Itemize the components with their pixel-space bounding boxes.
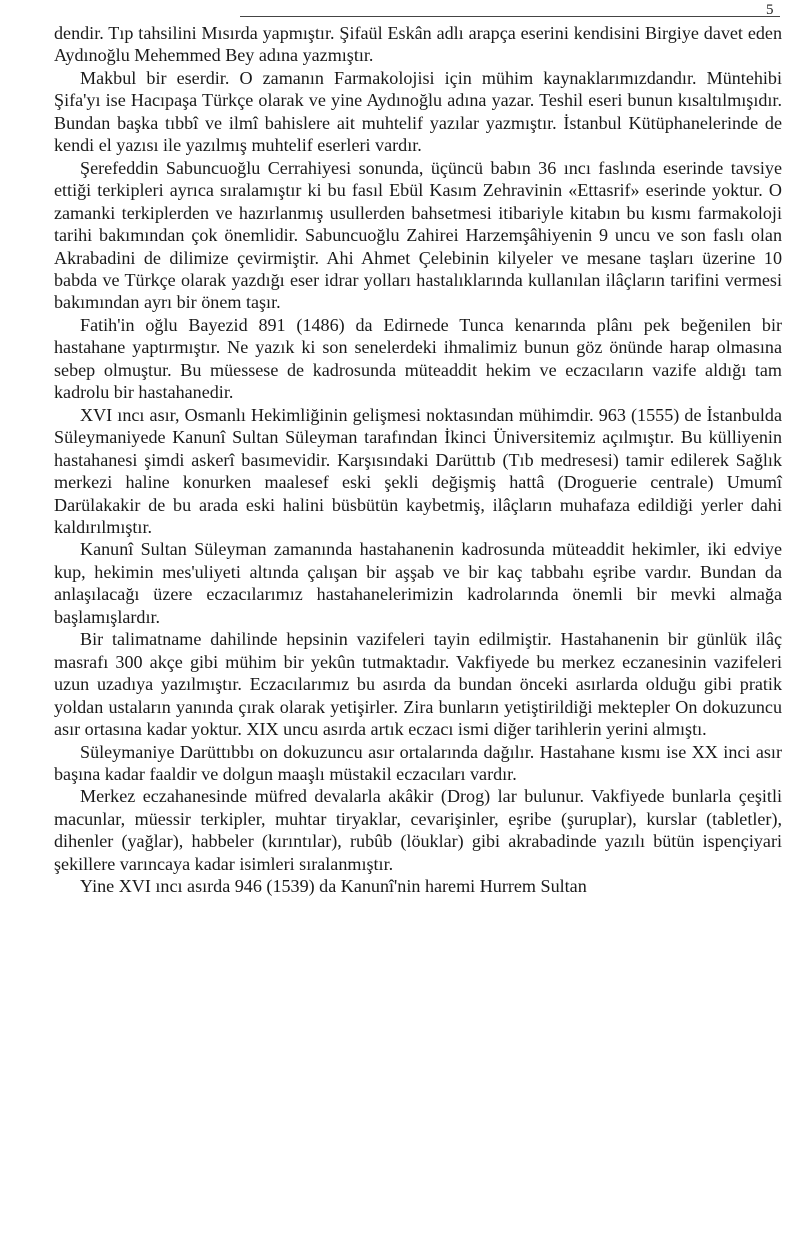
paragraph-6: Kanunî Sultan Süleyman zamanında hastahanenin kadrosunda müteaddit hekimler, iki edviye kup, hekimin mes'uliyeti altında çalışan bir aşşab ve bir kaç tabbahı eşribe vardır. Bundan da anlaşılacağı üzere eczacılarımız hastahanelerimizin kadrolarında önemli bir mevki almağa başlamışlardır. xyxy=(54,539,782,627)
paragraph-9: Merkez eczahanesinde müfred devalarla akâkir (Drog) lar bulunur. Vakfiyede bunlarla çeşitli macunlar, müessir terkipler, muhtar tiryaklar, cevarişinler, eşribe (şuruplar), kurslar (tabletler), dihenler (yağlar), habbeler (kırıntılar), rubûb (löuklar) gibi akrabadinde yazılı bütün ispençiyari şekillere varıncaya kadar isimleri sıralanmıştır. xyxy=(54,786,782,874)
paragraph-2: Makbul bir eserdir. O zamanın Farmakolojisi için mühim kaynaklarımızdandır. Müntehibi Şifa'yı ise Hacıpaşa Türkçe olarak ve yine Aydınoğlu adına yazar. Teshil eseri bunun kısaltılmışıdır. Bundan başka tıbbî ve ilmî bahislere ait muhtelif yazılar yazmıştır. İstanbul Kütüphanelerinde de kendi el yazısı ile yazılmış muhtelif eserleri vardır. xyxy=(54,67,782,156)
paragraph-4: Fatih'in oğlu Bayezid 891 (1486) da Edirnede Tunca kenarında plânı pek beğenilen bir hastahane yaptırmıştır. Ne yazık ki son senelerdeki ihmalimiz bunun göz önünde harap olmasına sebep olmuştur. Bu müessese de kadrosunda müteaddit hekim ve eczacıların vazife aldığı tam kadrolu bir hastahanedir. xyxy=(54,314,782,403)
page-number: 5 xyxy=(766,2,774,18)
paragraph-7: Bir talimatname dahilinde hepsinin vazifeleri tayin edilmiştir. Hastahanenin bir günlük ilâç masrafı 300 akçe gibi mühim bir yekûn tutmaktadır. Vakfiyede bu merkez eczanesinin vazifeleri uzun uzadıya yazılmıştır. Eczacılarımız bu asırda da bundan önceki asırlarda olduğu gibi pratik yoldan ustaların yanında çırak olarak yetişirler. Zira bunların yetiştirildiği mektepler On dokuzuncu asır ortasına kadar yoktur. XIX uncu asırda artık eczacı ismi diğer tarihlerin yerini almıştı. xyxy=(54,629,782,740)
header-rule xyxy=(240,16,780,17)
paragraph-10: Yine XVI ıncı asırda 946 (1539) da Kanunî'nin haremi Hurrem Sultan xyxy=(80,876,587,897)
paragraph-5: XVI ıncı asır, Osmanlı Hekimliğinin gelişmesi noktasından mühimdir. 963 (1555) de İstanbulda Süleymaniyede Kanunî Sultan Süleyman tarafından İkinci Üniversitemiz açılmıştır. Bu külliyenin hastahanesi şimdi askerî basımevidir. Karşısındaki Darüttıb (Tıb medresesi) tamir edilerek Sağlık merkezi haline konurken maalesef eski şekli değişmiş hattâ (Droguerie centrale) Umumî Darülakakir de bu arada eski halini büsbütün kaybetmiş, ilâçların muhafaza edildiği yerler dahi kaldırılmıştır. xyxy=(54,404,782,537)
paragraph-8: Süleymaniye Darüttıbbı on dokuzuncu asır ortalarında dağılır. Hastahane kısmı ise XX inci asır başına kadar faaldir ve dolgun maaşlı müstakil eczacıları vardır. xyxy=(54,741,782,784)
paragraph-1: dendir. Tıp tahsilini Mısırda yapmıştır. Şifaül Eskân adlı arapça eserini kendisini Birgiye davet eden Aydınoğlu Mehemmed Bey adına yazmıştır. xyxy=(54,23,782,66)
body-text xyxy=(54,22,782,898)
paragraph-3: Şerefeddin Sabuncuoğlu Cerrahiyesi sonunda, üçüncü babın 36 ıncı faslında eserinde tavsiye ettiği terkipleri ayrıca sıralamıştır ki bu fasıl Ebül Kasım Zehravinin «Ettasrif» eserinde yoktur. O zamanki terkiplerden ve hazırlanmış usullerden bahsetmesi itibariyle kitabın bu kısmı farmakoloji tarihi bakımından çok önemlidir. Sabuncuoğlu Zahirei Harzemşâhiyenin 9 uncu ve son faslı olan Akrabadini de dilimize çevirmiştir. Ahi Ahmet Çelebinin kilyeler ve mesane taşları üzerine 10 babda ve Türkçe olarak yazdığı eser idrar yolları hastalıklarında kullanılan ilâçların tarifini vermesi bakımından ayrı bir önem taşır. xyxy=(54,157,782,313)
